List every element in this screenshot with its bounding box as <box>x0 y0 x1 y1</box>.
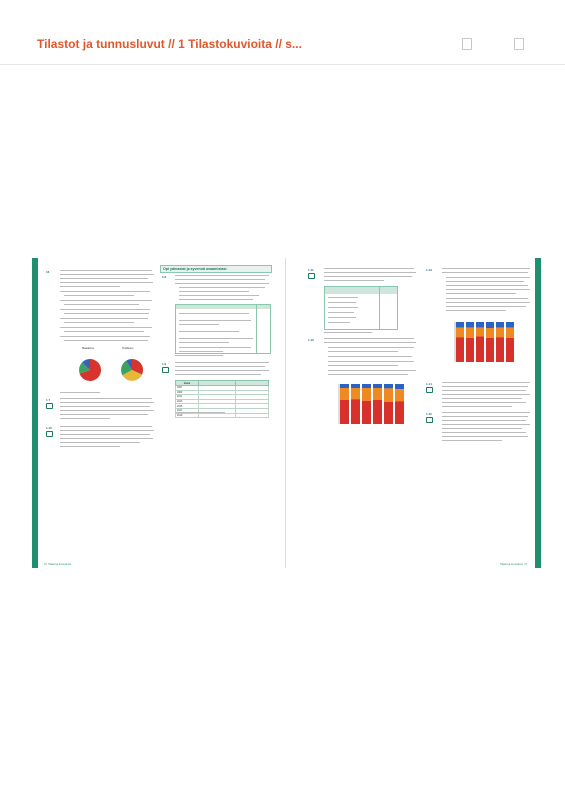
survey-table <box>175 304 271 354</box>
exercise-number: 1.8 <box>162 275 167 279</box>
learning-box-header <box>160 265 272 273</box>
exercise-number: 1.11 <box>308 268 314 272</box>
bar-segment <box>476 322 484 328</box>
bar-segment <box>373 400 382 424</box>
bar-segment <box>466 322 474 328</box>
bar-segment <box>486 322 494 328</box>
exercise-number: 1.10 <box>46 426 52 430</box>
bar-segment <box>362 388 371 401</box>
bar-segment <box>506 338 514 362</box>
calculator-icon <box>162 367 169 373</box>
bar-segment <box>340 400 349 424</box>
bar-segment <box>340 384 349 388</box>
pie-title: Teollisuus <box>122 347 134 350</box>
calculator-icon <box>426 387 433 393</box>
page-footer-left: 16 Tilastot ja tunnusluvut <box>44 563 72 566</box>
document-title: Tilastot ja tunnusluvut // 1 Tilastokuvioita // s... <box>37 37 302 51</box>
exercise-number: 1.9 <box>162 362 167 366</box>
pie-title: Maatalous <box>82 347 94 350</box>
bar-segment <box>456 328 464 338</box>
document-header <box>0 0 565 65</box>
bar-segment <box>351 388 360 399</box>
bar-segment <box>486 328 494 338</box>
page-icon[interactable] <box>514 38 524 50</box>
bar-segment <box>496 337 504 362</box>
exercise-number: 1.12 <box>308 338 314 342</box>
page-icon[interactable] <box>462 38 472 50</box>
table-row: 2015 <box>176 404 269 409</box>
stacked-bar-chart-2 <box>444 314 528 374</box>
page-footer-right: Tilastot ja tunnusluvut 17 <box>499 563 527 566</box>
bar-segment <box>496 322 504 328</box>
bar-segment <box>506 328 514 338</box>
bar-segment <box>373 388 382 400</box>
bar-segment <box>476 328 484 337</box>
bar-segment <box>340 388 349 400</box>
bar-segment <box>395 401 404 424</box>
right-edge-band <box>535 258 541 568</box>
bar-segment <box>466 328 474 338</box>
stacked-bar-chart-1 <box>326 378 412 440</box>
bar-segment <box>466 338 474 362</box>
box-title: Opi ydinasiat ja syvennä osaamistasi <box>163 266 227 271</box>
bar-segment <box>351 384 360 388</box>
table-row: 2013 <box>176 399 269 404</box>
book-spread <box>32 258 541 568</box>
calculator-icon <box>46 431 53 437</box>
table-row: 2017 <box>176 408 269 413</box>
bar-segment <box>395 384 404 389</box>
left-page <box>38 258 285 568</box>
exercise-number: 1.14 <box>426 382 432 386</box>
bar-segment <box>506 322 514 328</box>
table-row: 2011 <box>176 395 269 400</box>
calculator-icon <box>426 417 433 423</box>
table-row: 2007 <box>176 386 269 391</box>
table-row: 2009 <box>176 390 269 395</box>
bar-segment <box>362 384 371 388</box>
bar-segment <box>456 322 464 328</box>
calculator-icon <box>46 403 53 409</box>
data-table <box>324 286 398 330</box>
right-page <box>286 258 535 568</box>
table-row: 2019 <box>176 413 269 418</box>
bar-segment <box>456 337 464 362</box>
exercise-number: 1.13 <box>426 268 432 272</box>
bar-segment <box>496 328 504 338</box>
calculator-icon <box>308 273 315 279</box>
exercise-number: 1.15 <box>426 412 432 416</box>
table-header: Vuosi <box>176 381 199 386</box>
pie-chart-left <box>79 359 101 381</box>
bar-segment <box>476 336 484 362</box>
pie-chart-right <box>121 359 143 381</box>
bar-segment <box>384 384 393 388</box>
bar-segment <box>395 389 404 401</box>
bar-segment <box>384 388 393 402</box>
pie-charts <box>70 346 154 388</box>
bar-segment <box>486 338 494 362</box>
exercise-number: 1.7 <box>46 398 51 402</box>
exercise-number: 16 <box>46 270 50 274</box>
bar-segment <box>373 384 382 388</box>
bar-segment <box>362 401 371 424</box>
bar-segment <box>351 399 360 424</box>
bar-segment <box>384 402 393 424</box>
